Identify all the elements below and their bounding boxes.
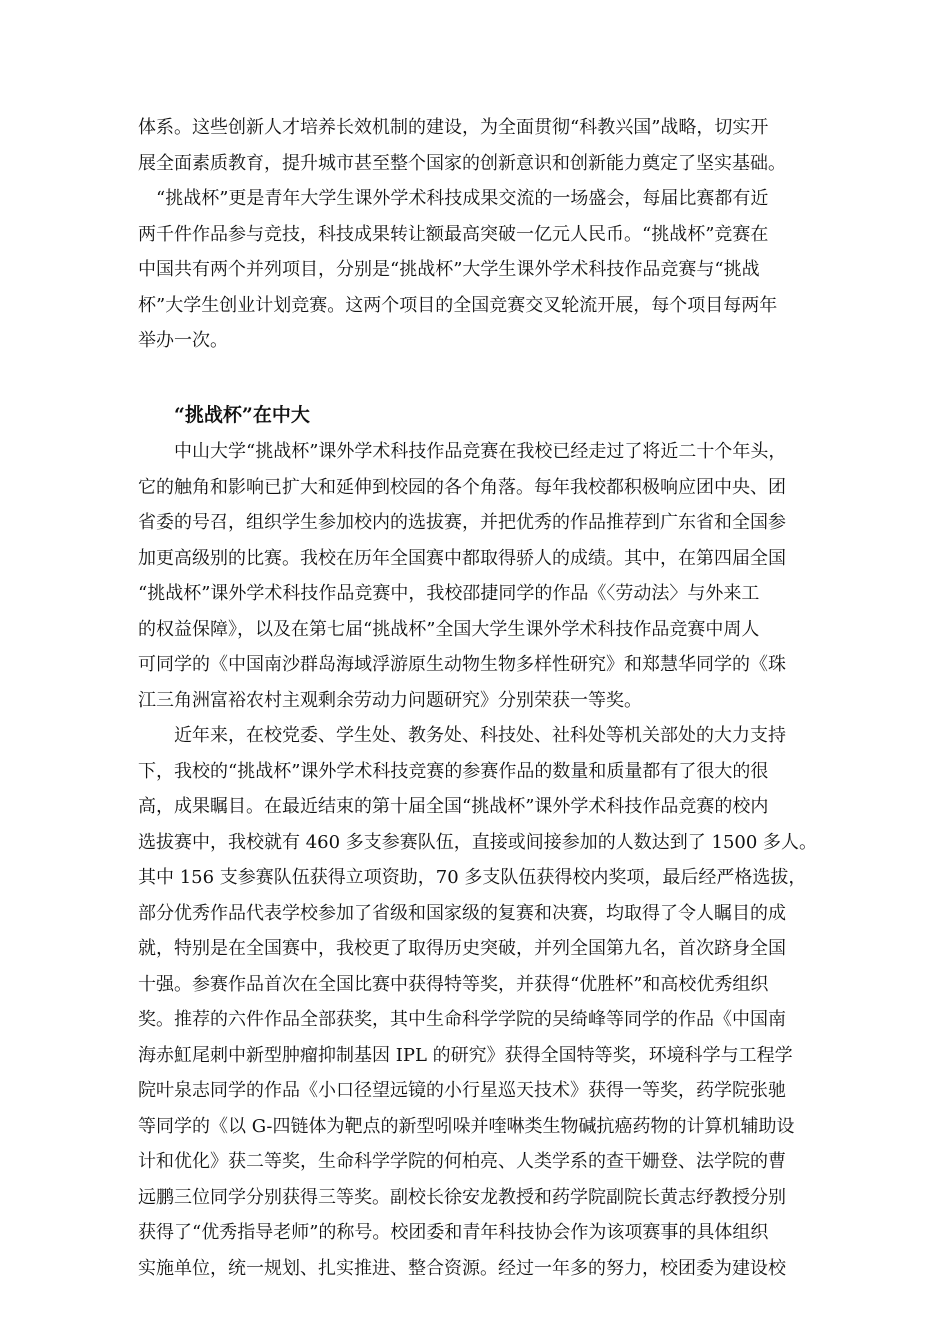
text-line: 计和优化》获二等奖，生命科学学院的何柏亮、人类学系的查干姗登、法学院的曹 [138,1151,786,1172]
text-line: 的权益保障》，以及在第七届“挑战杯”全国大学生课外学术科技作品竞赛中周人 [138,618,760,640]
text-line: 下，我校的“挑战杯”课外学术科技竞赛的参赛作品的数量和质量都有了很大的很 [138,760,769,782]
text-line: 远鹏三位同学分别获得三等奖。副校长徐安龙教授和药学院副院长黄志纾教授分别 [138,1186,786,1208]
text-line: 十强。参赛作品首次在全国比赛中获得特等奖，并获得“优胜杯”和高校优秀组织 [138,973,769,995]
text-line: 获得了“优秀指导老师”的称号。校团委和青年科技协会作为该项赛事的具体组织 [138,1222,769,1243]
text-line: 它的触角和影响已扩大和延伸到校园的各个角落。每年我校都积极响应团中央、团 [138,476,786,498]
text-line: 高，成果瞩目。在最近结束的第十届全国“挑战杯”课外学术科技作品竞赛的校内 [138,796,769,817]
text-line: 中山大学“挑战杯”课外学术科技作品竞赛在我校已经走过了将近二十个年头， [138,441,787,462]
text-line: “挑战杯”课外学术科技作品竞赛中，我校邵捷同学的作品《〈劳动法〉与外来工 [138,583,760,604]
text-line: 省委的号召，组织学生参加校内的选拔赛，并把优秀的作品推荐到广东省和全国参 [138,512,786,533]
text-line: 举办一次。 [138,330,228,351]
text-line: 部分优秀作品代表学校参加了省级和国家级的复赛和决赛，均取得了令人瞩目的成 [138,902,786,924]
text-line: 杯”大学生创业计划竞赛。这两个项目的全国竞赛交叉轮流开展，每个项目每两年 [138,294,778,316]
text-line: 中国共有两个并列项目，分别是“挑战杯”大学生课外学术科技作品竞赛与“挑战 [138,259,760,280]
text-line: 院叶泉志同学的作品《小口径望远镜的小行星巡天技术》获得一等奖，药学院张驰 [138,1080,786,1101]
section-paragraphs [138,434,856,1286]
text-line: 就，特别是在全国赛中，我校更了取得历史突破，并列全国第九名，首次跻身全国 [138,938,786,959]
text-line: 近年来，在校党委、学生处、教务处、科技处、社科处等机关部处的大力支持 [138,725,786,746]
text-line: 其中 156 支参赛队伍获得立项资助，70 多支队伍获得校内奖项，最后经严格选拔， [138,867,807,888]
text-line: 选拔赛中，我校就有 460 多支参赛队伍，直接或间接参加的人数达到了 1500 多人。 [138,831,818,853]
text-line: 实施单位，统一规划、扎实推进、整合资源。经过一年多的努力，校团委为建设校 [138,1257,786,1279]
text-line: 加更高级别的比赛。我校在历年全国赛中都取得骄人的成绩。其中，在第四届全国 [138,547,786,569]
text-line: 江三角洲富裕农村主观剩余劳动力问题研究》分别荣获一等奖。 [138,689,642,711]
text-line: 两千件作品参与竞技，科技成果转让额最高突破一亿元人民币。“挑战杯”竞赛在 [138,223,769,245]
text-line: 海赤魟尾刺中新型肿瘤抑制基因 IPL 的研究》获得全国特等奖，环境科学与工程学 [138,1044,793,1066]
section-title: “挑战杯”在中大 [174,404,310,426]
text-line: 展全面素质教育，提升城市甚至整个国家的创新意识和创新能力奠定了坚实基础。 [138,152,786,174]
text-line: “挑战杯”更是青年大学生课外学术科技成果交流的一场盛会，每届比赛都有近 [138,188,769,209]
text-line: 体系。这些创新人才培养长效机制的建设，为全面贯彻“科教兴国”战略，切实开 [138,117,769,138]
intro-paragraphs [138,110,856,359]
text-line: 等同学的《以 G-四链体为靶点的新型吲哚并喹啉类生物碱抗癌药物的计算机辅助设 [138,1115,795,1137]
text-line: 可同学的《中国南沙群岛海域浮游原生动物生物多样性研究》和郑慧华同学的《珠 [138,654,786,675]
text-line: 奖。推荐的六件作品全部获奖，其中生命科学学院的吴绮峰等同学的作品《中国南 [138,1009,786,1030]
